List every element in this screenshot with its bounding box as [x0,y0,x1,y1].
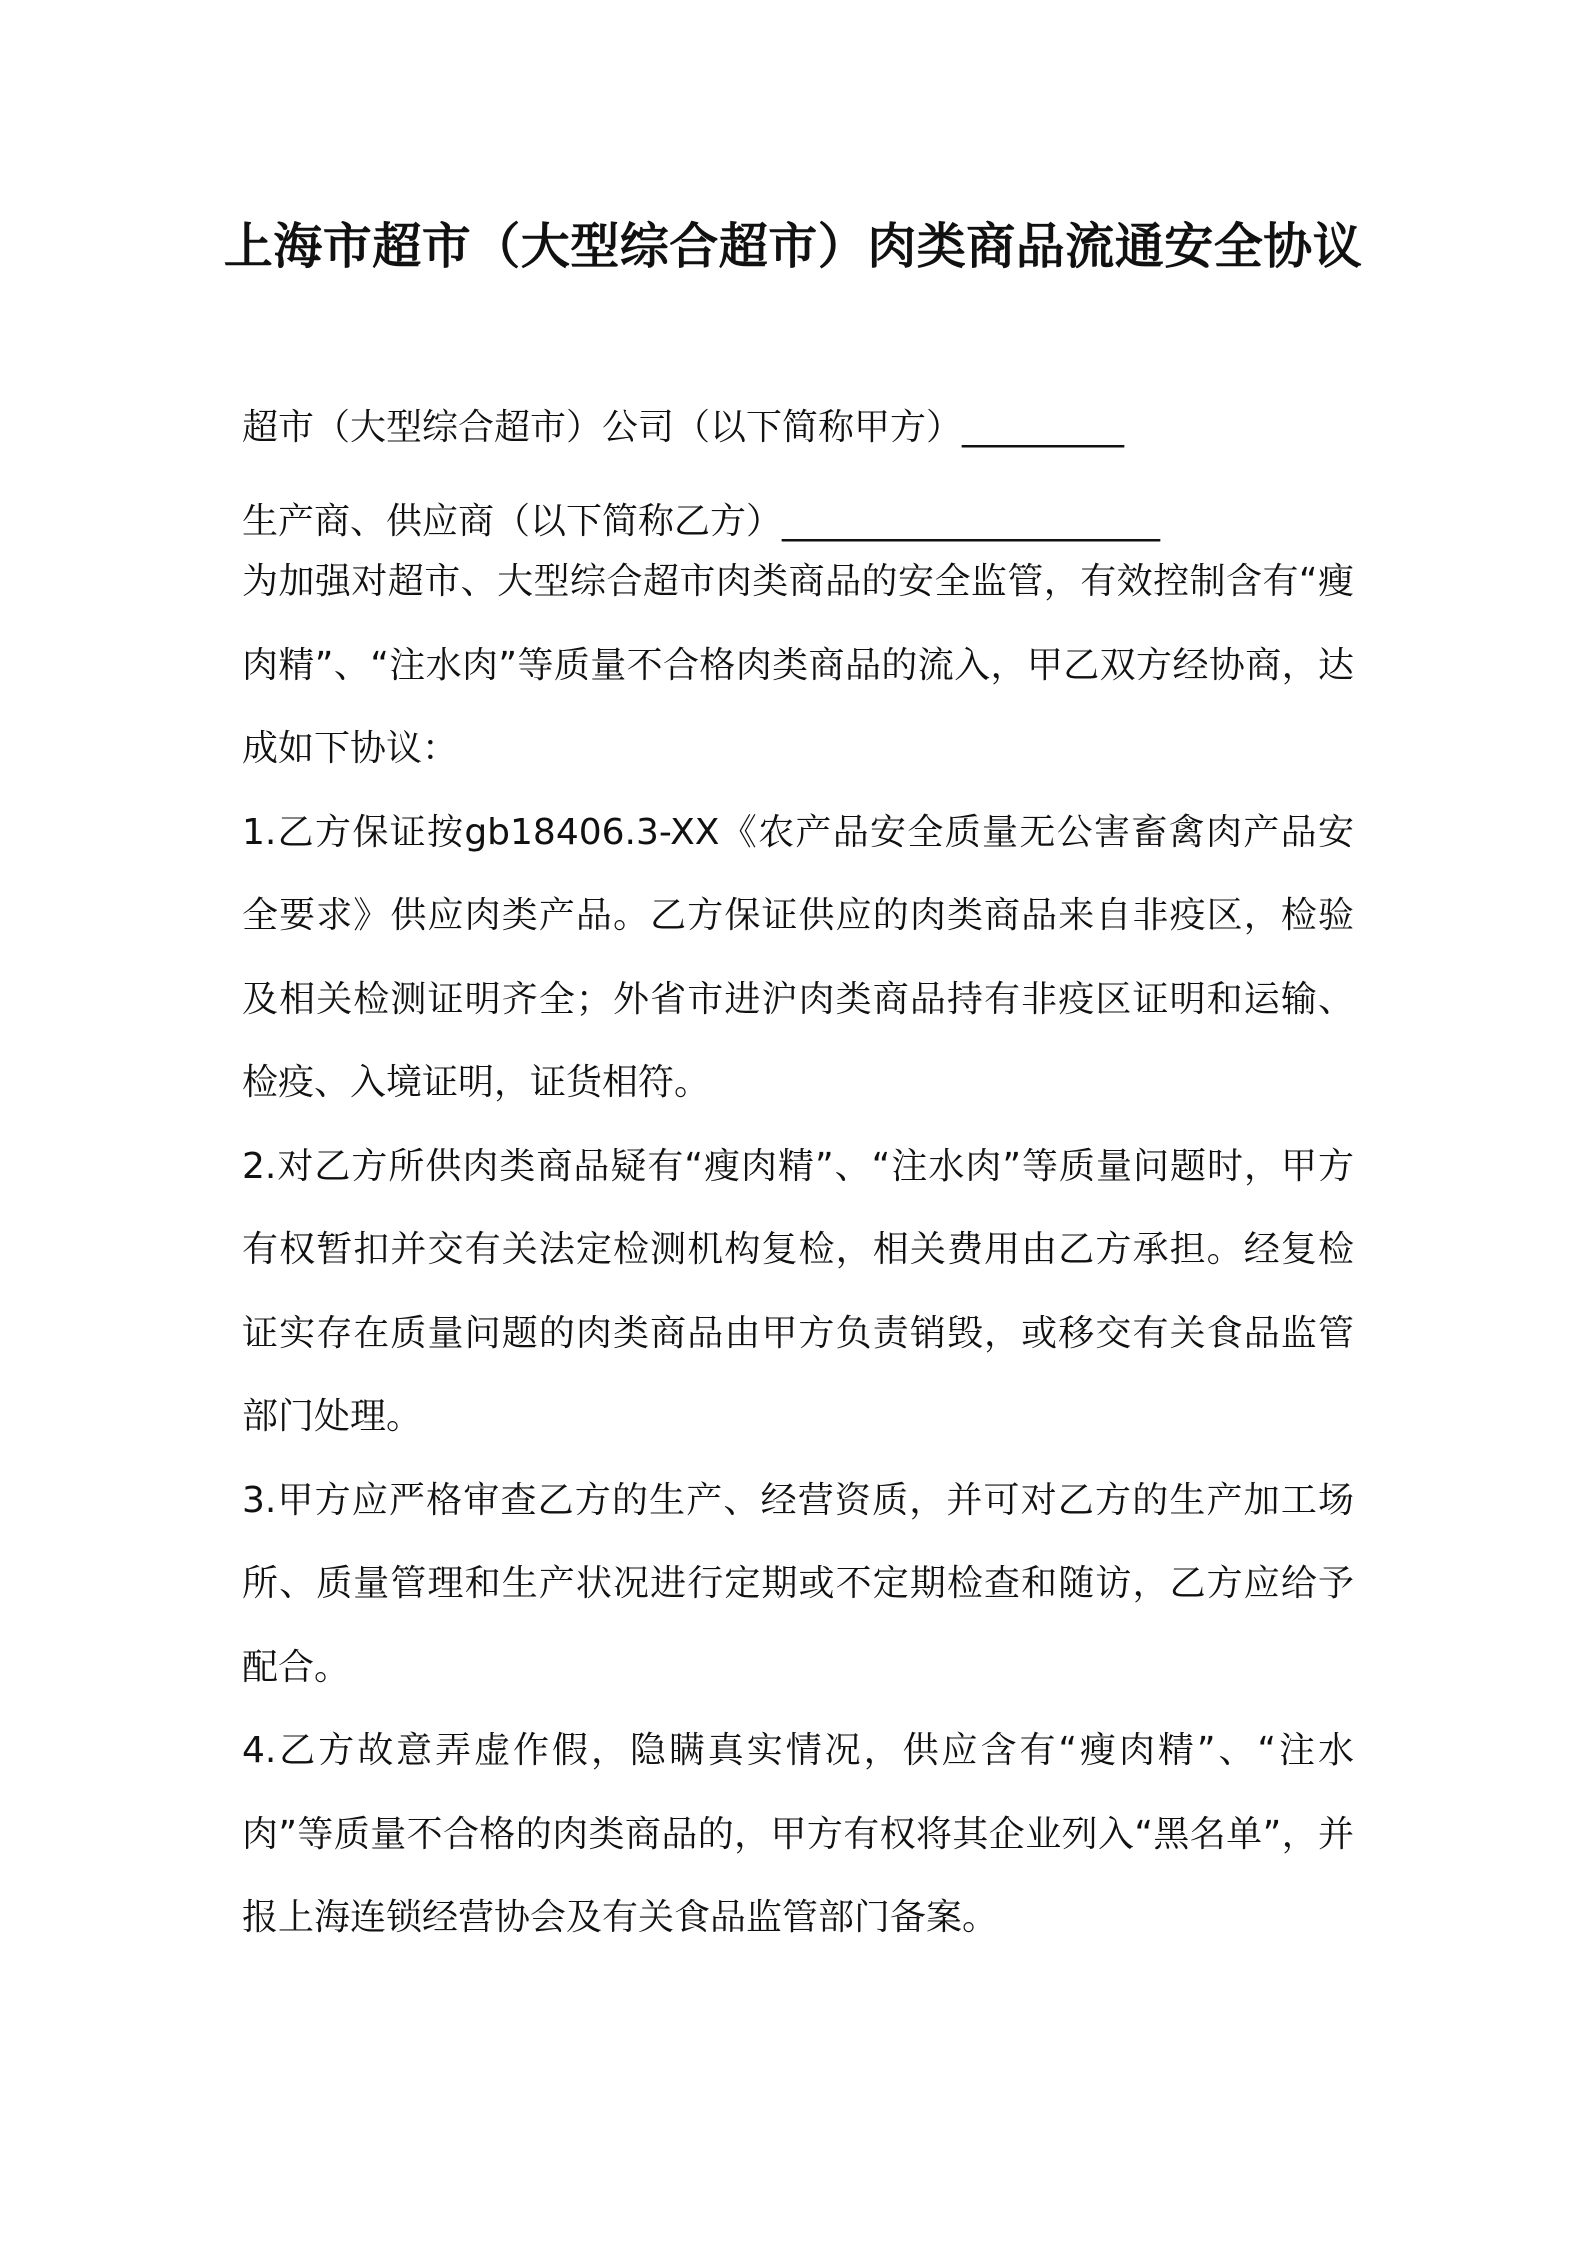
clause-2-paragraph: 2.对乙方所供肉类商品疑有“瘦肉精”、“注水肉”等质量问题时，甲方有权暂扣并交有关法定检测机构复检，相关费用由乙方承担。经复检证实存在质量问题的肉类商品由甲方负责销毁，或移交有关食品监管部门处理。 [242,1145,1354,1437]
party-a-line: 超市（大型综合超市）公司（以下简称甲方）_________ [242,407,1125,448]
clause-4-paragraph: 4.乙方故意弄虚作假，隐瞒真实情况，供应含有“瘦肉精”、“注水肉”等质量不合格的肉类商品的，甲方有权将其企业列入“黑名单”，并报上海连锁经营协会及有关食品监管部门备案。 [242,1730,1354,1938]
clause-3-paragraph: 3.甲方应严格审查乙方的生产、经营资质，并可对乙方的生产加工场所、质量管理和生产状况进行定期或不定期检查和随访，乙方应给予配合。 [242,1479,1354,1688]
document-title: 上海市超市（大型综合超市）肉类商品流通安全协议 [223,218,1363,275]
intro-paragraph: 为加强对超市、大型综合超市肉类商品的安全监管，有效控制含有“瘦肉精”、“注水肉”等质量不合格肉类商品的流入，甲乙双方经协商，达成如下协议： [242,561,1354,769]
clause-1-paragraph: 1.乙方保证按gb18406.3-XX《农产品安全质量无公害畜禽肉产品安全要求》供应肉类产品。乙方保证供应的肉类商品来自非疫区，检验及相关检测证明齐全；外省市进沪肉类商品持有非疫区证明和运输、检疫、入境证明，证货相符。 [242,811,1354,1103]
document-body [242,400,1354,1960]
party-b-line: 生产商、供应商（以下简称乙方）_____________________ [242,501,1161,542]
